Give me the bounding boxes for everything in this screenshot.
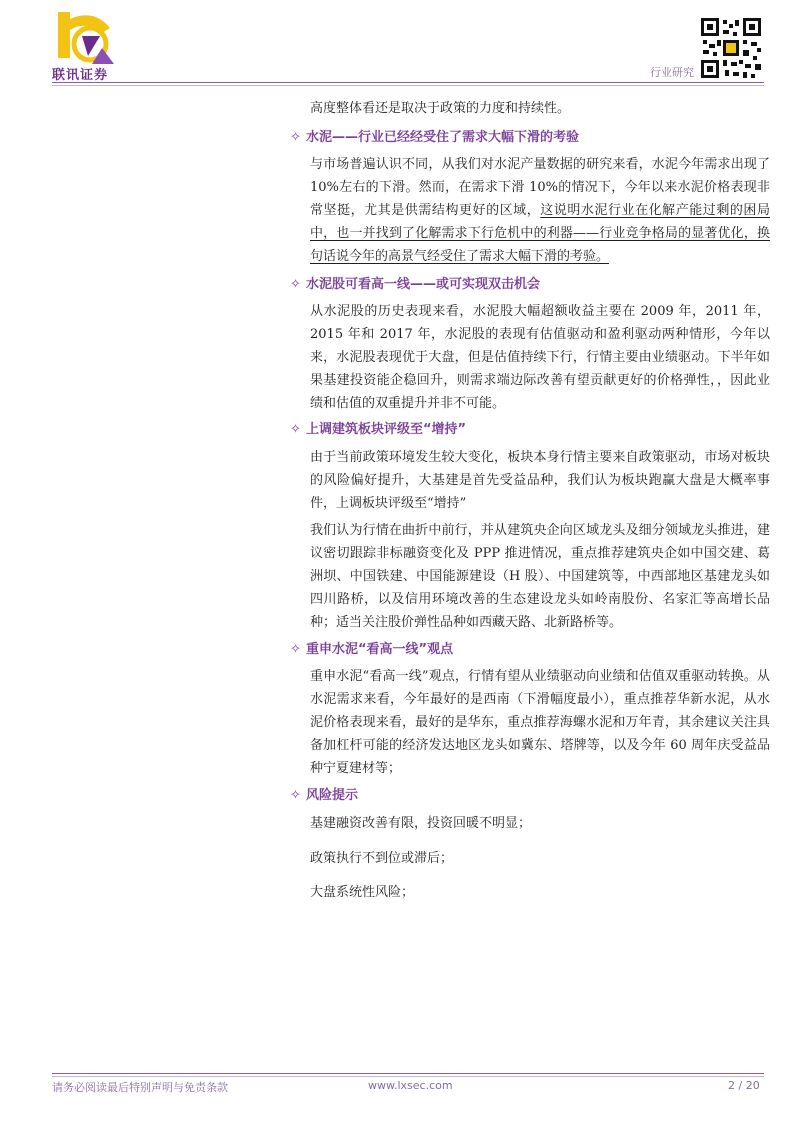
risk-item-financing: 基建融资改善有限，投资回暖不明显；	[310, 816, 532, 831]
risk-item-policy: 政策执行不到位或滞后；	[310, 851, 454, 866]
section-heading-text: 水泥股可看高一线——或可实现双击机会	[306, 277, 541, 292]
section-tag: 行业研究	[650, 66, 694, 79]
logo-text: 联讯证券	[52, 68, 109, 83]
page-number: 2 / 20	[728, 1079, 760, 1092]
section-heading-upgrade-rating	[290, 420, 466, 440]
diamond-bullet-icon: ✧	[290, 277, 301, 292]
diamond-bullet-icon: ✧	[290, 642, 301, 657]
footer-disclaimer: 请务必阅读最后特别声明与免责条款	[52, 1081, 228, 1094]
footer-divider	[52, 1073, 764, 1074]
footer-divider-secondary	[52, 1076, 764, 1077]
footer-website-link[interactable]: www.lxsec.com	[368, 1079, 453, 1092]
diamond-bullet-icon: ✧	[290, 130, 301, 145]
risk-item-market: 大盘系统性风险；	[310, 885, 415, 900]
underlined-conclusion-text: 这说明水泥行业在化解产能过剩的困局中，也一并找到了化解需求下行危机中的利器——行业竞争格局的显著优化，换句话说今年的高景气经受住了需求大幅下滑的考验。	[310, 203, 770, 264]
section-heading-text: 重申水泥“看高一线”观点	[306, 642, 454, 657]
paragraph-cement-stocks: 从水泥股的历史表现来看，水泥股大幅超额收益主要在 2009 年，2011 年，2015 年和 2017 年，水泥股的表现有估值驱动和盈利驱动两种情形，今年以来，水泥股表现优于大盘，但是估值持续下行，行情主要由业绩驱动。下半年如果基建投资能企稳回升，则需求端边际改善有望贡献更好的价格弹性，，因此业绩和估值的双重提升并非不可能。	[310, 304, 770, 411]
section-heading-cement-demand	[290, 128, 579, 148]
qr-code-icon	[699, 16, 763, 80]
paragraph-intro-tail: 高度整体看还是取决于政策的力度和持续性。	[310, 101, 571, 116]
paragraph-upgrade-rating: 由于当前政策环境发生较大变化，板块本身行情主要来自政策驱动，市场对板块的风险偏好提升，大基建是首先受益品种，我们认为板块跑赢大盘是大概率事件，上调板块评级至“增持”	[310, 450, 770, 511]
diamond-bullet-icon: ✧	[290, 422, 301, 437]
section-heading-text: 上调建筑板块评级至“增持”	[306, 422, 467, 437]
section-heading-text: 风险提示	[306, 788, 359, 803]
section-heading-text: 水泥——行业已经经受住了需求大幅下滑的考验	[306, 130, 580, 145]
header-divider-secondary	[52, 85, 764, 86]
paragraph-text: 与市场普遍认识不同，从我们对水泥产量数据的研究来看，水泥今年需求出现了 10%左右的下滑。然而，在需求下滑 10%的情况下，今年以来水泥价格表现非常坚挺，尤其是供需结构更好的区域，	[310, 157, 770, 218]
section-heading-risk	[290, 786, 358, 806]
page-header	[0, 0, 800, 90]
paragraph-recommendations: 我们认为行情在曲折中前行，并从建筑央企向区域龙头及细分领域龙头推进，建议密切跟踪非标融资变化及 PPP 推进情况，重点推荐建筑央企如中国交建、葛洲坝、中国铁建、中国能源建设（H 股）、中国建筑等，中西部地区基建龙头如四川路桥，以及信用环境改善的生态建设龙头如岭南股份、名家汇等高增长品种；适当关注股价弹性品种如西藏天路、北新路桥等。	[310, 523, 770, 630]
section-heading-cement-stocks	[290, 275, 540, 295]
diamond-bullet-icon: ✧	[290, 788, 301, 803]
paragraph-cement-demand	[310, 153, 770, 268]
header-divider	[52, 82, 764, 83]
paragraph-reiterate-view: 重申水泥“看高一线”观点，行情有望从业绩驱动向业绩和估值双重驱动转换。从水泥需求来看，今年最好的是西南（下滑幅度最小），重点推荐华新水泥，从水泥价格表现来看，最好的是华东，重点推荐海螺水泥和万年青，其余建议关注具备加杠杆可能的经济发达地区龙头如冀东、塔牌等，以及今年 60 周年庆受益品种宁夏建材等；	[310, 669, 770, 776]
section-heading-reiterate-view	[290, 640, 453, 660]
